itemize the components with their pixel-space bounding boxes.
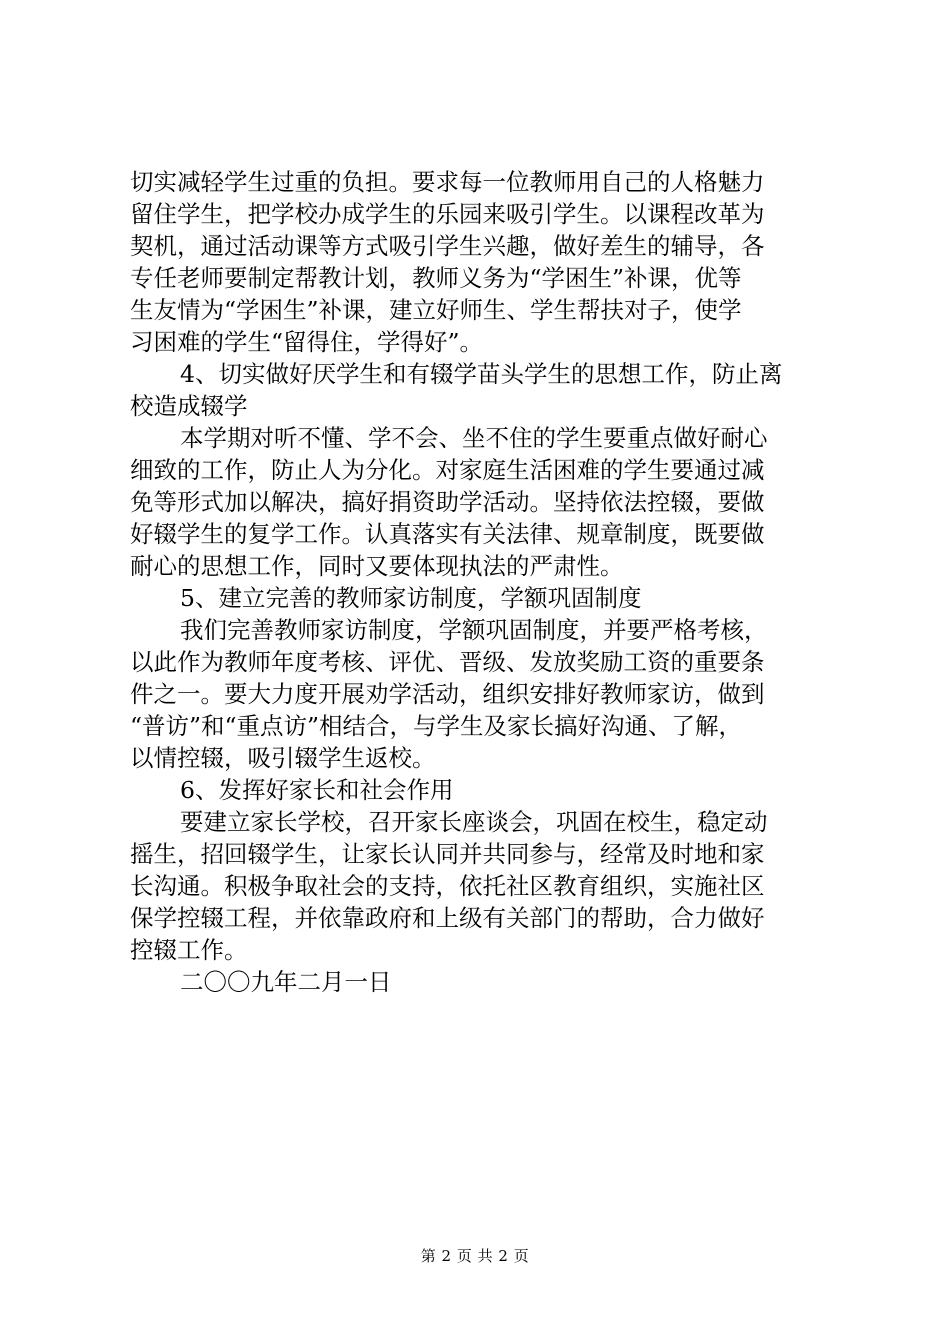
- text-line: 5、建立完善的教师家访制度，学额巩固制度: [180, 584, 642, 612]
- text-line: 校造成辍学: [130, 392, 248, 420]
- text-line: 要建立家长学校，召开家长座谈会，巩固在校生，稳定动: [180, 808, 768, 836]
- text-line: 好辍学生的复学工作。认真落实有关法律、规章制度，既要做: [130, 520, 765, 548]
- text-line: 二〇〇九年二月一日: [180, 968, 392, 996]
- text-line: 件之一。要大力度开展劝学活动，组织安排好教师家访，做到: [130, 680, 765, 708]
- text-line: 契机，通过活动课等方式吸引学生兴趣，做好差生的辅导，各: [130, 232, 765, 260]
- text-line: 耐心的思想工作，同时又要体现执法的严肃性。: [130, 552, 624, 580]
- text-line: 本学期对听不懂、学不会、坐不住的学生要重点做好耐心: [180, 424, 768, 452]
- text-line: 免等形式加以解决，搞好捐资助学活动。坚持依法控辍，要做: [130, 488, 765, 516]
- text-line: 专任老师要制定帮教计划，教师义务为“学困生”补课，优等: [130, 264, 742, 292]
- document-body: [130, 166, 830, 998]
- text-line: 留住学生，把学校办成学生的乐园来吸引学生。以课程改革为: [130, 200, 765, 228]
- text-line: “普访”和“重点访”相结合，与学生及家长搞好沟通、了解，: [130, 712, 743, 740]
- text-line: 6、发挥好家长和社会作用: [180, 776, 454, 804]
- text-line: 细致的工作，防止人为分化。对家庭生活困难的学生要通过减: [130, 456, 765, 484]
- text-line: 我们完善教师家访制度，学额巩固制度，并要严格考核，: [180, 616, 768, 644]
- page-footer: 第 2 页 共 2 页: [420, 1247, 530, 1265]
- text-line: 以情控辍，吸引辍学生返校。: [130, 744, 436, 772]
- text-line: 习困难的学生“留得住，学得好”。: [130, 328, 484, 356]
- text-line: 摇生，招回辍学生，让家长认同并共同参与，经常及时地和家: [130, 840, 765, 868]
- text-line: 以此作为教师年度考核、评优、晋级、发放奖励工资的重要条: [130, 648, 765, 676]
- text-line: 控辍工作。: [130, 936, 248, 964]
- text-line: 切实减轻学生过重的负担。要求每一位教师用自己的人格魅力: [130, 168, 765, 196]
- text-line: 4、切实做好厌学生和有辍学苗头学生的思想工作，防止离: [180, 360, 783, 388]
- text-line: 长沟通。积极争取社会的支持，依托社区教育组织，实施社区: [130, 872, 765, 900]
- text-line: 生友情为“学困生”补课，建立好师生、学生帮扶对子，使学: [130, 296, 742, 324]
- text-line: 保学控辍工程，并依靠政府和上级有关部门的帮助，合力做好: [130, 904, 765, 932]
